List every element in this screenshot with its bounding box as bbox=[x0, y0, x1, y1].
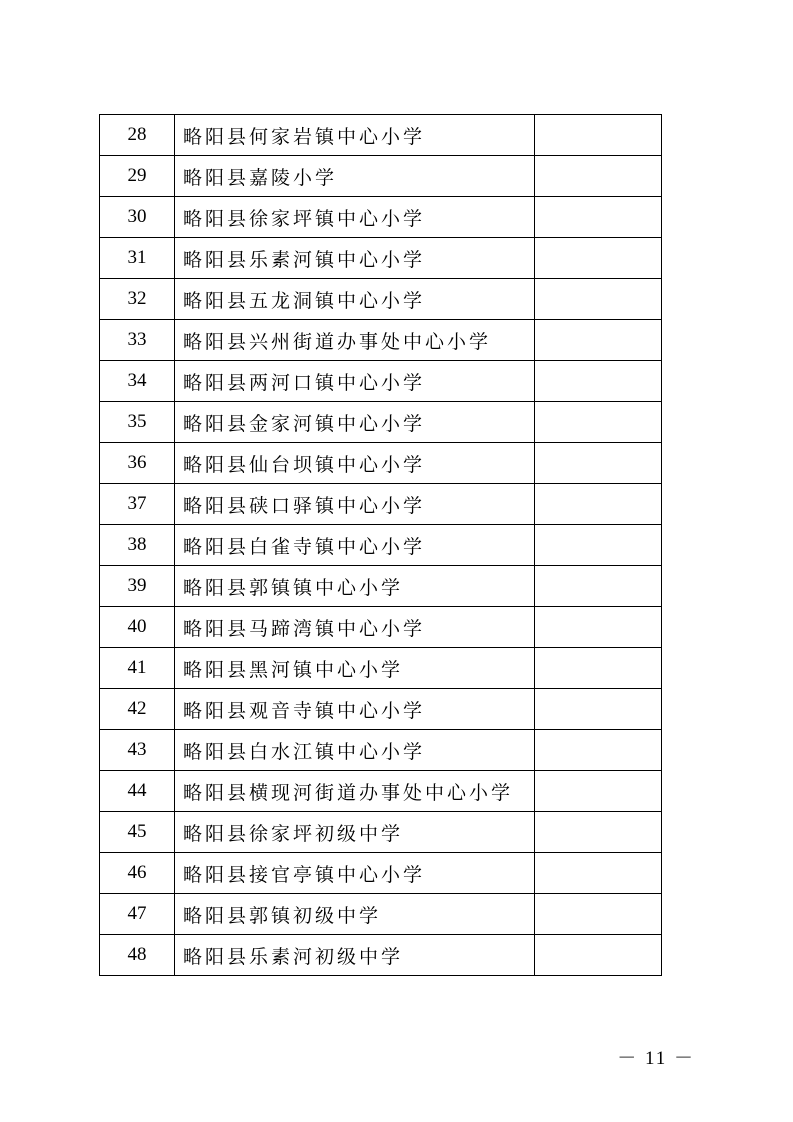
school-name: 略阳县何家岩镇中心小学 bbox=[175, 115, 535, 156]
school-name: 略阳县五龙洞镇中心小学 bbox=[175, 279, 535, 320]
note-cell bbox=[535, 484, 662, 525]
note-cell bbox=[535, 566, 662, 607]
table-row bbox=[100, 279, 662, 320]
page-number: － 11 － bbox=[617, 1048, 695, 1069]
row-number: 48 bbox=[100, 935, 175, 976]
note-cell bbox=[535, 607, 662, 648]
note-cell bbox=[535, 812, 662, 853]
row-number: 45 bbox=[100, 812, 175, 853]
row-number: 42 bbox=[100, 689, 175, 730]
school-name: 略阳县白雀寺镇中心小学 bbox=[175, 525, 535, 566]
table-row bbox=[100, 238, 662, 279]
table-row bbox=[100, 115, 662, 156]
table-row bbox=[100, 402, 662, 443]
school-name: 略阳县硖口驿镇中心小学 bbox=[175, 484, 535, 525]
note-cell bbox=[535, 771, 662, 812]
table-row bbox=[100, 894, 662, 935]
row-number: 40 bbox=[100, 607, 175, 648]
school-name: 略阳县横现河街道办事处中心小学 bbox=[175, 771, 535, 812]
note-cell bbox=[535, 115, 662, 156]
table-row bbox=[100, 730, 662, 771]
school-name: 略阳县马蹄湾镇中心小学 bbox=[175, 607, 535, 648]
row-number: 34 bbox=[100, 361, 175, 402]
school-list-body bbox=[100, 115, 662, 976]
school-list-table bbox=[99, 114, 662, 976]
row-number: 29 bbox=[100, 156, 175, 197]
row-number: 33 bbox=[100, 320, 175, 361]
school-name: 略阳县乐素河初级中学 bbox=[175, 935, 535, 976]
school-name: 略阳县兴州街道办事处中心小学 bbox=[175, 320, 535, 361]
table-row bbox=[100, 648, 662, 689]
note-cell bbox=[535, 197, 662, 238]
table-row bbox=[100, 361, 662, 402]
row-number: 32 bbox=[100, 279, 175, 320]
note-cell bbox=[535, 894, 662, 935]
row-number: 39 bbox=[100, 566, 175, 607]
table-row bbox=[100, 197, 662, 238]
row-number: 31 bbox=[100, 238, 175, 279]
note-cell bbox=[535, 238, 662, 279]
row-number: 30 bbox=[100, 197, 175, 238]
school-name: 略阳县接官亭镇中心小学 bbox=[175, 853, 535, 894]
school-name: 略阳县观音寺镇中心小学 bbox=[175, 689, 535, 730]
table-row bbox=[100, 607, 662, 648]
row-number: 43 bbox=[100, 730, 175, 771]
note-cell bbox=[535, 443, 662, 484]
school-name: 略阳县嘉陵小学 bbox=[175, 156, 535, 197]
note-cell bbox=[535, 689, 662, 730]
school-name: 略阳县徐家坪镇中心小学 bbox=[175, 197, 535, 238]
table-row bbox=[100, 156, 662, 197]
note-cell bbox=[535, 320, 662, 361]
note-cell bbox=[535, 935, 662, 976]
table-row bbox=[100, 771, 662, 812]
note-cell bbox=[535, 279, 662, 320]
table-row bbox=[100, 443, 662, 484]
row-number: 38 bbox=[100, 525, 175, 566]
school-name: 略阳县郭镇镇中心小学 bbox=[175, 566, 535, 607]
school-name: 略阳县郭镇初级中学 bbox=[175, 894, 535, 935]
school-name: 略阳县乐素河镇中心小学 bbox=[175, 238, 535, 279]
row-number: 41 bbox=[100, 648, 175, 689]
row-number: 44 bbox=[100, 771, 175, 812]
table-row bbox=[100, 689, 662, 730]
table-row bbox=[100, 484, 662, 525]
school-name: 略阳县黑河镇中心小学 bbox=[175, 648, 535, 689]
school-name: 略阳县仙台坝镇中心小学 bbox=[175, 443, 535, 484]
note-cell bbox=[535, 525, 662, 566]
note-cell bbox=[535, 730, 662, 771]
row-number: 28 bbox=[100, 115, 175, 156]
row-number: 37 bbox=[100, 484, 175, 525]
table-row bbox=[100, 853, 662, 894]
school-name: 略阳县白水江镇中心小学 bbox=[175, 730, 535, 771]
table-row bbox=[100, 812, 662, 853]
school-name: 略阳县金家河镇中心小学 bbox=[175, 402, 535, 443]
table-row bbox=[100, 525, 662, 566]
table-row bbox=[100, 320, 662, 361]
row-number: 35 bbox=[100, 402, 175, 443]
note-cell bbox=[535, 402, 662, 443]
school-name: 略阳县两河口镇中心小学 bbox=[175, 361, 535, 402]
note-cell bbox=[535, 648, 662, 689]
table-row bbox=[100, 935, 662, 976]
note-cell bbox=[535, 853, 662, 894]
note-cell bbox=[535, 156, 662, 197]
school-name: 略阳县徐家坪初级中学 bbox=[175, 812, 535, 853]
row-number: 36 bbox=[100, 443, 175, 484]
row-number: 46 bbox=[100, 853, 175, 894]
note-cell bbox=[535, 361, 662, 402]
table-row bbox=[100, 566, 662, 607]
row-number: 47 bbox=[100, 894, 175, 935]
